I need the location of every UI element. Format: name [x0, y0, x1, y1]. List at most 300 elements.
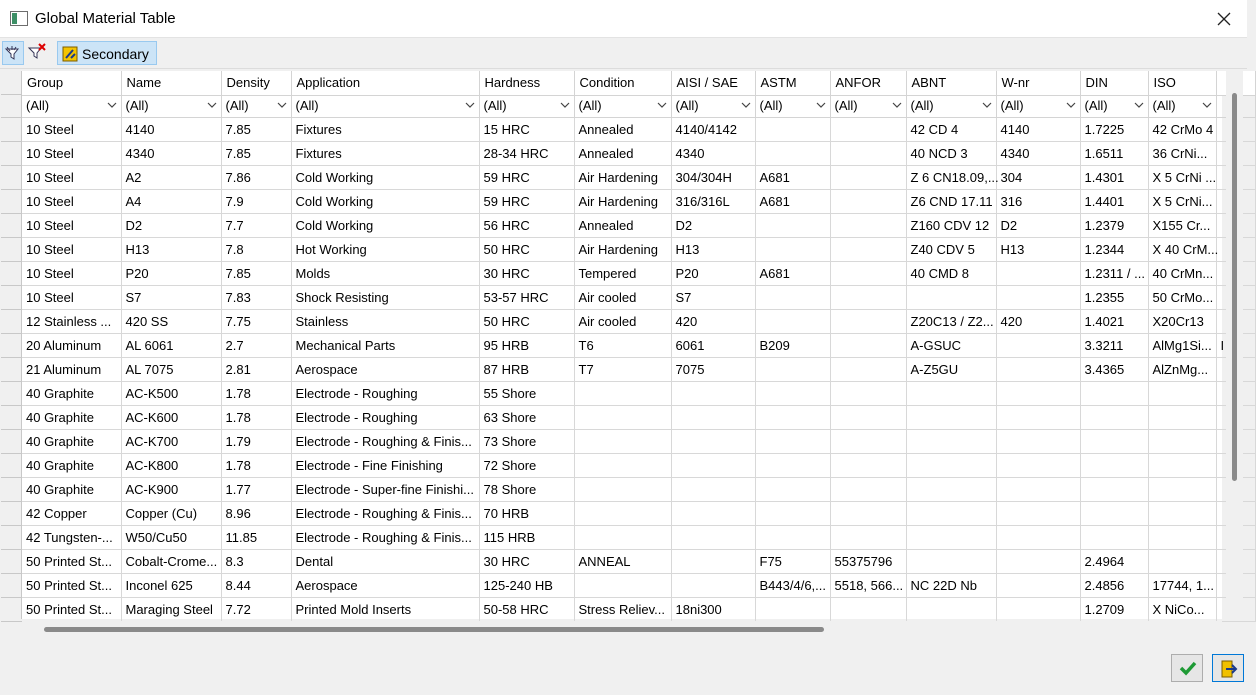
table-row[interactable]	[22, 429, 1255, 453]
table-cell[interactable]: 7.85	[221, 261, 291, 285]
table-cell[interactable]: 4340	[121, 141, 221, 165]
table-row[interactable]	[22, 501, 1255, 525]
table-cell[interactable]: 12 Stainless ...	[22, 309, 121, 333]
table-cell[interactable]	[1148, 477, 1216, 501]
table-cell[interactable]	[755, 477, 830, 501]
table-cell[interactable]	[830, 501, 906, 525]
ok-button[interactable]	[1171, 654, 1203, 682]
table-cell[interactable]: 3.3211	[1080, 333, 1148, 357]
table-cell[interactable]: 10 Steel	[22, 285, 121, 309]
table-cell[interactable]: Electrode - Roughing & Finis...	[291, 429, 479, 453]
row-selector[interactable]	[1, 214, 22, 238]
table-cell[interactable]	[906, 381, 996, 405]
table-cell[interactable]: AL 6061	[121, 333, 221, 357]
column-filter-dropdown[interactable]	[1148, 95, 1216, 117]
row-selector[interactable]	[1, 502, 22, 526]
table-cell[interactable]: Z20C13 / Z2...	[906, 309, 996, 333]
table-cell[interactable]: S7	[671, 285, 755, 309]
table-cell[interactable]	[906, 477, 996, 501]
table-cell[interactable]: 59 HRC	[479, 189, 574, 213]
column-header[interactable]: Hardness	[479, 71, 574, 95]
table-cell[interactable]: Z160 CDV 12	[906, 213, 996, 237]
table-cell[interactable]	[906, 501, 996, 525]
table-cell[interactable]: Electrode - Roughing	[291, 405, 479, 429]
table-cell[interactable]: Molds	[291, 261, 479, 285]
table-cell[interactable]: 50 Printed St...	[22, 597, 121, 621]
table-cell[interactable]: 40 Graphite	[22, 429, 121, 453]
table-cell[interactable]: I	[1216, 333, 1255, 357]
column-header[interactable]: Name	[121, 71, 221, 95]
column-filter-dropdown[interactable]	[574, 95, 671, 117]
row-selector[interactable]	[1, 286, 22, 310]
table-cell[interactable]: H13	[996, 237, 1080, 261]
table-cell[interactable]	[755, 141, 830, 165]
table-cell[interactable]	[574, 453, 671, 477]
table-cell[interactable]: 10 Steel	[22, 213, 121, 237]
table-row[interactable]	[22, 213, 1255, 237]
table-cell[interactable]: 10 Steel	[22, 117, 121, 141]
row-selector[interactable]	[1, 526, 22, 550]
row-selector[interactable]	[1, 310, 22, 334]
table-cell[interactable]: Copper (Cu)	[121, 501, 221, 525]
table-cell[interactable]: Z40 CDV 5	[906, 237, 996, 261]
table-row[interactable]	[22, 261, 1255, 285]
column-header[interactable]: Application	[291, 71, 479, 95]
table-cell[interactable]: Cold Working	[291, 213, 479, 237]
table-cell[interactable]	[830, 117, 906, 141]
table-cell[interactable]: Annealed	[574, 213, 671, 237]
table-cell[interactable]: 2.7	[221, 333, 291, 357]
table-cell[interactable]: Electrode - Roughing & Finis...	[291, 525, 479, 549]
table-cell[interactable]	[996, 405, 1080, 429]
table-cell[interactable]: 70 HRB	[479, 501, 574, 525]
table-cell[interactable]	[671, 429, 755, 453]
table-cell[interactable]: 50 HRC	[479, 309, 574, 333]
table-row[interactable]	[22, 549, 1255, 573]
table-cell[interactable]: 73 Shore	[479, 429, 574, 453]
table-cell[interactable]: A-GSUC	[906, 333, 996, 357]
table-cell[interactable]: H13	[121, 237, 221, 261]
table-cell[interactable]: Shock Resisting	[291, 285, 479, 309]
table-cell[interactable]	[830, 477, 906, 501]
table-cell[interactable]: 40 NCD 3	[906, 141, 996, 165]
cancel-button[interactable]	[1212, 654, 1244, 682]
table-cell[interactable]: AC-K900	[121, 477, 221, 501]
table-cell[interactable]: 3.4365	[1080, 357, 1148, 381]
table-cell[interactable]: 8.3	[221, 549, 291, 573]
table-cell[interactable]	[1148, 549, 1216, 573]
table-cell[interactable]	[671, 525, 755, 549]
table-cell[interactable]	[574, 501, 671, 525]
table-cell[interactable]: Air cooled	[574, 309, 671, 333]
table-cell[interactable]: 63 Shore	[479, 405, 574, 429]
table-cell[interactable]	[830, 165, 906, 189]
column-header[interactable]: DIN	[1080, 71, 1148, 95]
table-cell[interactable]: A681	[755, 261, 830, 285]
table-cell[interactable]	[1148, 525, 1216, 549]
table-cell[interactable]: 53-57 HRC	[479, 285, 574, 309]
vertical-scroll-thumb[interactable]	[1232, 93, 1237, 481]
table-cell[interactable]	[671, 405, 755, 429]
column-filter-dropdown[interactable]	[830, 95, 906, 117]
table-cell[interactable]: Z 6 CN18.09,...	[906, 165, 996, 189]
table-cell[interactable]: 42 Copper	[22, 501, 121, 525]
column-header[interactable]: Density	[221, 71, 291, 95]
table-cell[interactable]	[996, 429, 1080, 453]
table-cell[interactable]: Hot Working	[291, 237, 479, 261]
row-selector[interactable]	[1, 190, 22, 214]
row-selector[interactable]	[1, 142, 22, 166]
table-cell[interactable]: Air Hardening	[574, 189, 671, 213]
table-cell[interactable]	[996, 357, 1080, 381]
table-cell[interactable]	[996, 453, 1080, 477]
table-cell[interactable]: 420 SS	[121, 309, 221, 333]
table-cell[interactable]	[906, 453, 996, 477]
table-cell[interactable]: Annealed	[574, 117, 671, 141]
table-cell[interactable]: 316	[996, 189, 1080, 213]
vertical-scrollbar[interactable]	[1226, 71, 1243, 619]
table-cell[interactable]	[755, 285, 830, 309]
table-cell[interactable]: 10 Steel	[22, 189, 121, 213]
table-cell[interactable]: 1.7225	[1080, 117, 1148, 141]
table-cell[interactable]	[906, 525, 996, 549]
table-cell[interactable]: 40 Graphite	[22, 405, 121, 429]
table-cell[interactable]	[755, 501, 830, 525]
table-cell[interactable]: D2	[121, 213, 221, 237]
table-cell[interactable]: 4340	[996, 141, 1080, 165]
table-cell[interactable]: 15 HRC	[479, 117, 574, 141]
table-cell[interactable]: 50 HRC	[479, 237, 574, 261]
table-cell[interactable]: 18ni300	[671, 597, 755, 621]
table-cell[interactable]: 115 HRB	[479, 525, 574, 549]
table-cell[interactable]: 1.2344	[1080, 237, 1148, 261]
table-cell[interactable]: 40 Graphite	[22, 453, 121, 477]
table-cell[interactable]	[574, 381, 671, 405]
table-cell[interactable]: W50/Cu50	[121, 525, 221, 549]
table-cell[interactable]: 7.85	[221, 117, 291, 141]
table-cell[interactable]: 4140	[121, 117, 221, 141]
secondary-button[interactable]	[57, 41, 157, 65]
table-cell[interactable]	[755, 453, 830, 477]
row-selector[interactable]	[1, 166, 22, 190]
table-row[interactable]	[22, 285, 1255, 309]
table-cell[interactable]: AlMg1Si...	[1148, 333, 1216, 357]
table-row[interactable]	[22, 357, 1255, 381]
table-cell[interactable]: Cold Working	[291, 165, 479, 189]
table-cell[interactable]: 10 Steel	[22, 237, 121, 261]
table-cell[interactable]: 7075	[671, 357, 755, 381]
table-cell[interactable]: 28-34 HRC	[479, 141, 574, 165]
table-row[interactable]	[22, 141, 1255, 165]
table-cell[interactable]: 7.83	[221, 285, 291, 309]
table-cell[interactable]: 7.85	[221, 141, 291, 165]
table-cell[interactable]: AC-K700	[121, 429, 221, 453]
table-cell[interactable]: Air Hardening	[574, 237, 671, 261]
table-cell[interactable]: Stress Reliev...	[574, 597, 671, 621]
table-cell[interactable]: Fixtures	[291, 117, 479, 141]
table-cell[interactable]	[755, 525, 830, 549]
table-cell[interactable]	[996, 477, 1080, 501]
table-cell[interactable]: 7.9	[221, 189, 291, 213]
table-cell[interactable]	[996, 381, 1080, 405]
table-cell[interactable]: A2	[121, 165, 221, 189]
table-cell[interactable]: AC-K600	[121, 405, 221, 429]
table-cell[interactable]	[574, 477, 671, 501]
table-cell[interactable]: Mechanical Parts	[291, 333, 479, 357]
table-cell[interactable]	[574, 405, 671, 429]
table-cell[interactable]: 304	[996, 165, 1080, 189]
table-cell[interactable]: A4	[121, 189, 221, 213]
table-cell[interactable]	[996, 525, 1080, 549]
table-cell[interactable]	[755, 117, 830, 141]
table-cell[interactable]: AC-K800	[121, 453, 221, 477]
table-cell[interactable]: Annealed	[574, 141, 671, 165]
table-row[interactable]	[22, 309, 1255, 333]
table-cell[interactable]	[996, 549, 1080, 573]
table-cell[interactable]: Z6 CND 17.11	[906, 189, 996, 213]
table-cell[interactable]: 1.2379	[1080, 213, 1148, 237]
table-cell[interactable]	[830, 453, 906, 477]
table-cell[interactable]: 20 Aluminum	[22, 333, 121, 357]
column-filter-dropdown[interactable]	[22, 95, 121, 117]
table-cell[interactable]: 30 HRC	[479, 261, 574, 285]
table-cell[interactable]: 1.77	[221, 477, 291, 501]
column-filter-dropdown[interactable]	[291, 95, 479, 117]
table-cell[interactable]	[574, 525, 671, 549]
table-cell[interactable]	[755, 597, 830, 621]
table-cell[interactable]	[1080, 429, 1148, 453]
table-cell[interactable]: 5518, 566...	[830, 573, 906, 597]
table-cell[interactable]	[906, 285, 996, 309]
table-cell[interactable]: X20Cr13	[1148, 309, 1216, 333]
table-cell[interactable]	[574, 429, 671, 453]
table-cell[interactable]	[1148, 405, 1216, 429]
table-cell[interactable]: 42 Tungsten-...	[22, 525, 121, 549]
table-row[interactable]	[22, 405, 1255, 429]
row-selector[interactable]	[1, 598, 22, 622]
table-cell[interactable]	[671, 549, 755, 573]
filter-toggle-button[interactable]	[2, 41, 24, 65]
table-cell[interactable]: Printed Mold Inserts	[291, 597, 479, 621]
table-cell[interactable]	[671, 501, 755, 525]
table-cell[interactable]: 40 Graphite	[22, 477, 121, 501]
table-cell[interactable]: 40 CrMn...	[1148, 261, 1216, 285]
table-cell[interactable]	[996, 501, 1080, 525]
column-filter-dropdown[interactable]	[755, 95, 830, 117]
table-cell[interactable]: 4140	[996, 117, 1080, 141]
table-cell[interactable]: Cold Working	[291, 189, 479, 213]
column-filter-dropdown[interactable]	[221, 95, 291, 117]
table-cell[interactable]	[996, 597, 1080, 621]
table-cell[interactable]	[830, 333, 906, 357]
table-cell[interactable]	[830, 381, 906, 405]
table-cell[interactable]: P20	[121, 261, 221, 285]
table-cell[interactable]: AL 7075	[121, 357, 221, 381]
table-cell[interactable]: X155 Cr...	[1148, 213, 1216, 237]
table-cell[interactable]: A681	[755, 165, 830, 189]
table-cell[interactable]: P20	[671, 261, 755, 285]
table-cell[interactable]: 7.75	[221, 309, 291, 333]
table-cell[interactable]: AlZnMg...	[1148, 357, 1216, 381]
table-cell[interactable]: Air Hardening	[574, 165, 671, 189]
row-selector[interactable]	[1, 574, 22, 598]
table-row[interactable]	[22, 573, 1255, 597]
table-cell[interactable]	[1080, 453, 1148, 477]
table-cell[interactable]: A681	[755, 189, 830, 213]
table-cell[interactable]: NC 22D Nb	[906, 573, 996, 597]
table-cell[interactable]	[830, 357, 906, 381]
table-cell[interactable]	[830, 213, 906, 237]
table-cell[interactable]: 1.2355	[1080, 285, 1148, 309]
table-cell[interactable]: B209	[755, 333, 830, 357]
table-cell[interactable]: 2.81	[221, 357, 291, 381]
table-cell[interactable]	[755, 429, 830, 453]
table-cell[interactable]: 42 CrMo 4	[1148, 117, 1216, 141]
column-filter-dropdown[interactable]	[1080, 95, 1148, 117]
column-header[interactable]: Condition	[574, 71, 671, 95]
table-cell[interactable]: 10 Steel	[22, 141, 121, 165]
table-cell[interactable]: 50-58 HRC	[479, 597, 574, 621]
table-row[interactable]	[22, 477, 1255, 501]
table-cell[interactable]: 40 Graphite	[22, 381, 121, 405]
table-cell[interactable]: 87 HRB	[479, 357, 574, 381]
table-cell[interactable]	[830, 261, 906, 285]
table-cell[interactable]: H13	[671, 237, 755, 261]
table-cell[interactable]: 125-240 HB	[479, 573, 574, 597]
clear-filter-button[interactable]	[26, 41, 48, 65]
table-cell[interactable]: Inconel 625	[121, 573, 221, 597]
table-cell[interactable]: Air cooled	[574, 285, 671, 309]
table-cell[interactable]: 10 Steel	[22, 261, 121, 285]
table-cell[interactable]: 8.44	[221, 573, 291, 597]
table-cell[interactable]: S7	[121, 285, 221, 309]
table-cell[interactable]: 7.72	[221, 597, 291, 621]
table-cell[interactable]	[830, 405, 906, 429]
table-row[interactable]	[22, 597, 1255, 621]
table-cell[interactable]: 7.86	[221, 165, 291, 189]
table-cell[interactable]: ANNEAL	[574, 549, 671, 573]
row-selector[interactable]	[1, 478, 22, 502]
table-cell[interactable]: 50 Printed St...	[22, 549, 121, 573]
table-cell[interactable]: 55375796	[830, 549, 906, 573]
table-cell[interactable]	[830, 309, 906, 333]
table-cell[interactable]	[671, 381, 755, 405]
table-cell[interactable]: 2.4856	[1080, 573, 1148, 597]
table-cell[interactable]: 11.85	[221, 525, 291, 549]
column-header[interactable]: W-nr	[996, 71, 1080, 95]
table-cell[interactable]	[1148, 429, 1216, 453]
table-cell[interactable]: A-Z5GU	[906, 357, 996, 381]
table-cell[interactable]	[755, 237, 830, 261]
table-cell[interactable]: 1.4301	[1080, 165, 1148, 189]
table-cell[interactable]: 50 Printed St...	[22, 573, 121, 597]
horizontal-scrollbar[interactable]	[22, 621, 1222, 637]
column-header[interactable]: ISO	[1148, 71, 1216, 95]
table-cell[interactable]	[671, 477, 755, 501]
column-header[interactable]: Group	[22, 71, 121, 95]
table-cell[interactable]: X NiCo...	[1148, 597, 1216, 621]
table-cell[interactable]: X 40 CrM...	[1148, 237, 1216, 261]
table-cell[interactable]: 42 CD 4	[906, 117, 996, 141]
table-cell[interactable]: 1.2311 / ...	[1080, 261, 1148, 285]
table-row[interactable]	[22, 165, 1255, 189]
table-cell[interactable]: D2	[671, 213, 755, 237]
horizontal-scroll-thumb[interactable]	[44, 627, 824, 632]
table-cell[interactable]: 7.8	[221, 237, 291, 261]
table-cell[interactable]: Maraging Steel	[121, 597, 221, 621]
table-cell[interactable]: Tempered	[574, 261, 671, 285]
row-selector[interactable]	[1, 334, 22, 358]
table-cell[interactable]: 1.4021	[1080, 309, 1148, 333]
column-filter-dropdown[interactable]	[906, 95, 996, 117]
table-cell[interactable]	[1080, 381, 1148, 405]
table-cell[interactable]	[906, 429, 996, 453]
table-cell[interactable]: 36 CrNi...	[1148, 141, 1216, 165]
table-cell[interactable]: D2	[996, 213, 1080, 237]
table-cell[interactable]: 1.2709	[1080, 597, 1148, 621]
column-header[interactable]: AISI / SAE	[671, 71, 755, 95]
table-cell[interactable]	[1080, 501, 1148, 525]
table-cell[interactable]	[830, 141, 906, 165]
column-filter-dropdown[interactable]	[671, 95, 755, 117]
row-selector[interactable]	[1, 406, 22, 430]
table-cell[interactable]	[671, 573, 755, 597]
table-cell[interactable]: 10 Steel	[22, 165, 121, 189]
table-row[interactable]	[22, 333, 1255, 357]
table-cell[interactable]	[1148, 381, 1216, 405]
table-cell[interactable]	[671, 453, 755, 477]
table-cell[interactable]: 4140/4142	[671, 117, 755, 141]
table-cell[interactable]: Stainless	[291, 309, 479, 333]
table-cell[interactable]	[996, 333, 1080, 357]
table-cell[interactable]: T6	[574, 333, 671, 357]
table-cell[interactable]: 59 HRC	[479, 165, 574, 189]
table-cell[interactable]: 8.96	[221, 501, 291, 525]
table-cell[interactable]: 1.4401	[1080, 189, 1148, 213]
table-cell[interactable]: 316/316L	[671, 189, 755, 213]
table-cell[interactable]: T7	[574, 357, 671, 381]
table-cell[interactable]	[996, 261, 1080, 285]
table-cell[interactable]	[1148, 501, 1216, 525]
table-cell[interactable]	[996, 285, 1080, 309]
table-cell[interactable]: Fixtures	[291, 141, 479, 165]
table-cell[interactable]: 420	[996, 309, 1080, 333]
table-cell[interactable]: 78 Shore	[479, 477, 574, 501]
table-cell[interactable]: Dental	[291, 549, 479, 573]
table-row[interactable]	[22, 453, 1255, 477]
column-header[interactable]: ABNT	[906, 71, 996, 95]
row-selector[interactable]	[1, 238, 22, 262]
table-cell[interactable]: 1.78	[221, 381, 291, 405]
close-button[interactable]	[1201, 0, 1247, 38]
table-row[interactable]	[22, 189, 1255, 213]
column-filter-dropdown[interactable]	[479, 95, 574, 117]
table-cell[interactable]: 56 HRC	[479, 213, 574, 237]
row-selector[interactable]	[1, 358, 22, 382]
table-row[interactable]	[22, 381, 1255, 405]
table-row[interactable]	[22, 117, 1255, 141]
table-cell[interactable]: 7.7	[221, 213, 291, 237]
table-cell[interactable]	[755, 357, 830, 381]
table-cell[interactable]	[996, 573, 1080, 597]
column-header[interactable]: ANFOR	[830, 71, 906, 95]
table-cell[interactable]	[830, 189, 906, 213]
column-filter-dropdown[interactable]	[121, 95, 221, 117]
table-cell[interactable]: Electrode - Super-fine Finishi...	[291, 477, 479, 501]
table-cell[interactable]: 304/304H	[671, 165, 755, 189]
table-cell[interactable]: 50 CrMo...	[1148, 285, 1216, 309]
table-cell[interactable]: 17744, 1...	[1148, 573, 1216, 597]
